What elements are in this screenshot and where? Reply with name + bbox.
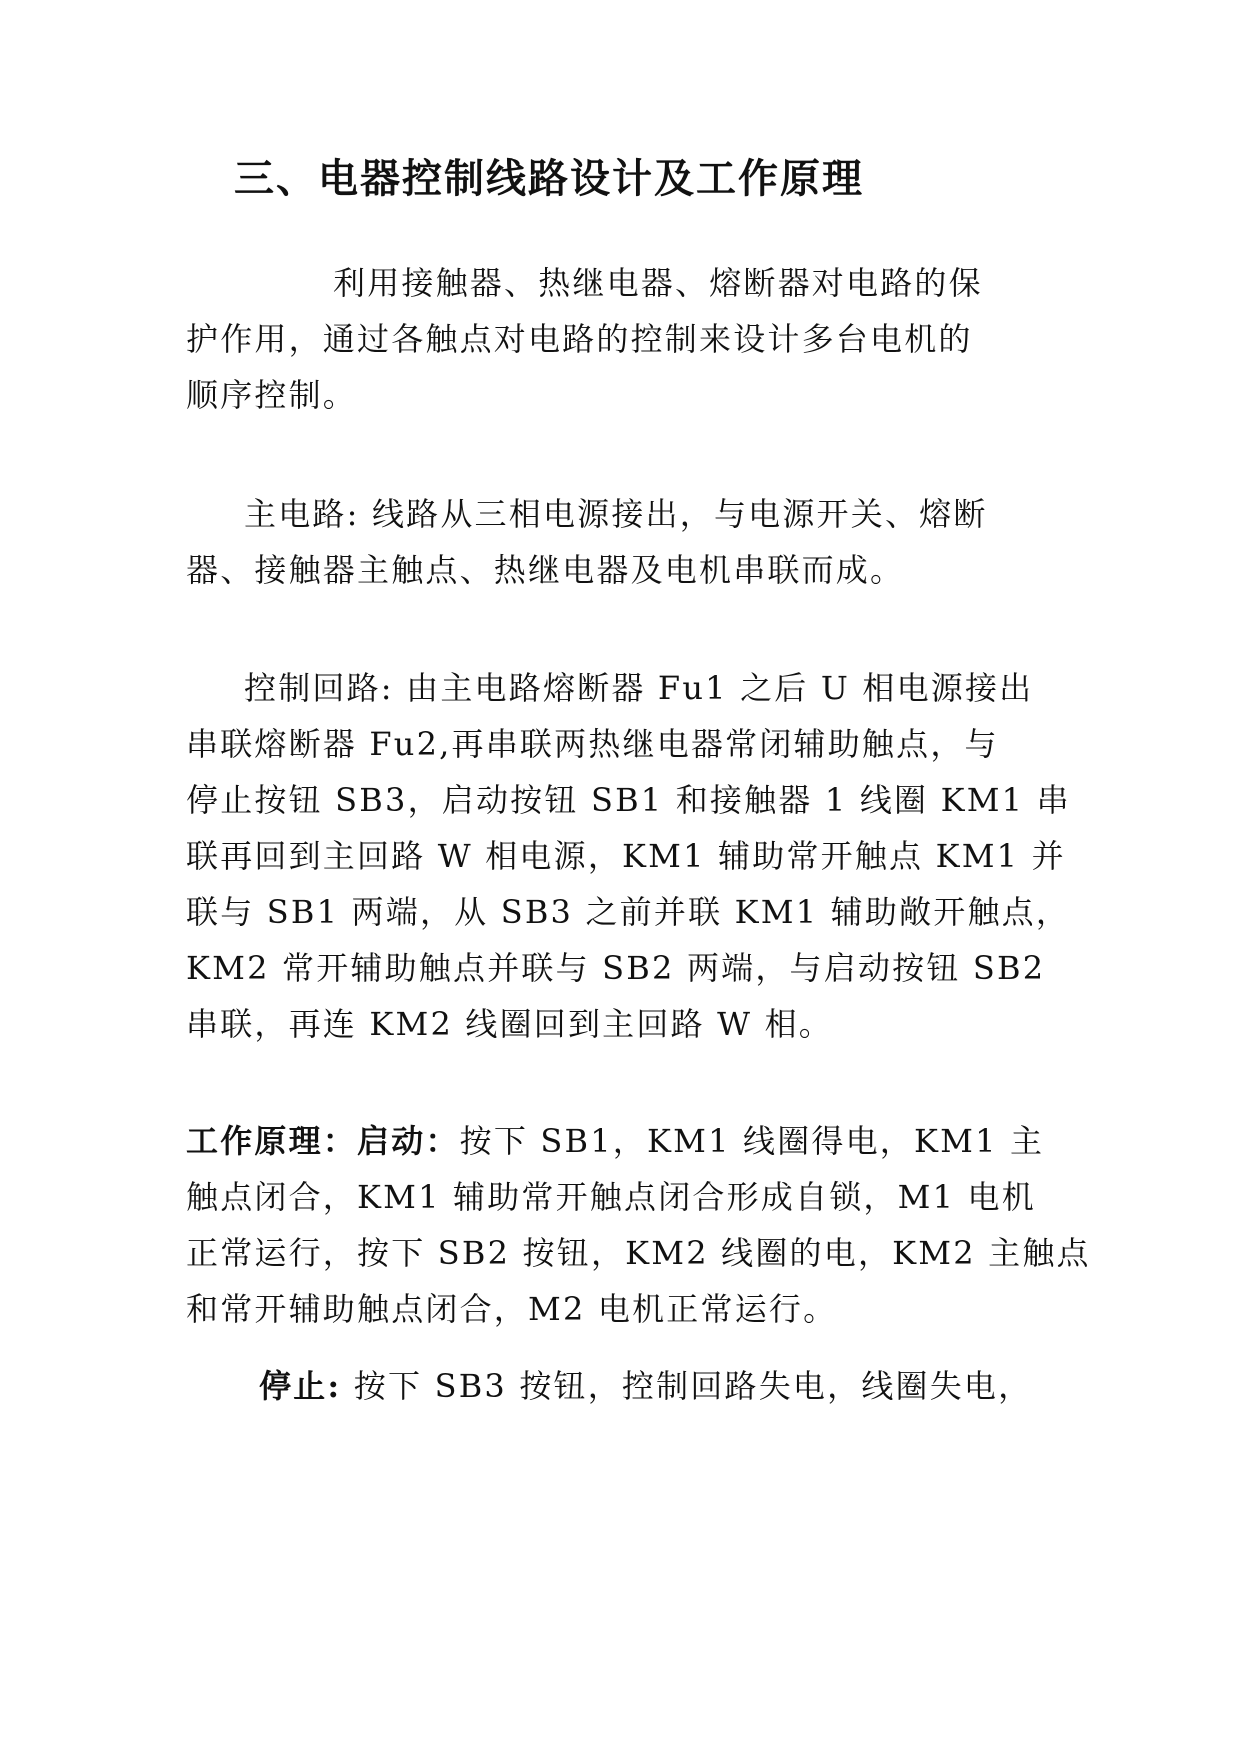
principle-line-3: 正常运行，按下 SB2 按钮，KM2 线圈的电，KM2 主触点	[186, 1234, 1091, 1272]
start-label: 启动：	[357, 1122, 460, 1160]
stop-label: 停止:	[259, 1367, 342, 1405]
principle-label: 工作原理：	[186, 1122, 358, 1160]
principle-line-1-text: 按下 SB1，KM1 线圈得电，KM1 主	[459, 1122, 1045, 1160]
control-circuit-line-3: 停止按钮 SB3，启动按钮 SB1 和接触器 1 线圈 KM1 串	[186, 781, 1071, 819]
principle-line-4: 和常开辅助触点闭合，M2 电机正常运行。	[186, 1290, 838, 1328]
main-circuit-line-1: 主电路: 线路从三相电源接出，与电源开关、熔断	[244, 495, 988, 533]
intro-line-2: 护作用，通过各触点对电路的控制来设计多台电机的	[186, 320, 973, 358]
principle-line-1	[186, 1121, 1044, 1161]
main-circuit-line-2: 器、接触器主触点、热继电器及电机串联而成。	[186, 551, 905, 589]
control-circuit-line-7: 串联，再连 KM2 线圈回到主回路 W 相。	[186, 1005, 834, 1043]
intro-line-1: 利用接触器、热继电器、熔断器对电路的保	[333, 264, 983, 302]
section-title: 三、电器控制线路设计及工作原理	[234, 156, 864, 202]
control-circuit-line-6: KM2 常开辅助触点并联与 SB2 两端，与启动按钮 SB2	[186, 949, 1046, 987]
stop-line-1	[259, 1366, 1032, 1406]
control-circuit-line-5: 联与 SB1 两端，从 SB3 之前并联 KM1 辅助敞开触点，	[186, 893, 1071, 931]
principle-line-2: 触点闭合，KM1 辅助常开触点闭合形成自锁，M1 电机	[186, 1178, 1036, 1216]
control-circuit-line-4: 联再回到主回路 W 相电源，KM1 辅助常开触点 KM1 并	[186, 837, 1066, 875]
intro-line-3: 顺序控制。	[186, 376, 358, 414]
stop-line-1-text: 按下 SB3 按钮，控制回路失电，线圈失电，	[341, 1367, 1033, 1405]
control-circuit-line-2: 串联熔断器 Fu2,再串联两热继电器常闭辅助触点，与	[186, 725, 999, 763]
control-circuit-line-1: 控制回路: 由主电路熔断器 Fu1 之后 U 相电源接出	[244, 669, 1034, 707]
